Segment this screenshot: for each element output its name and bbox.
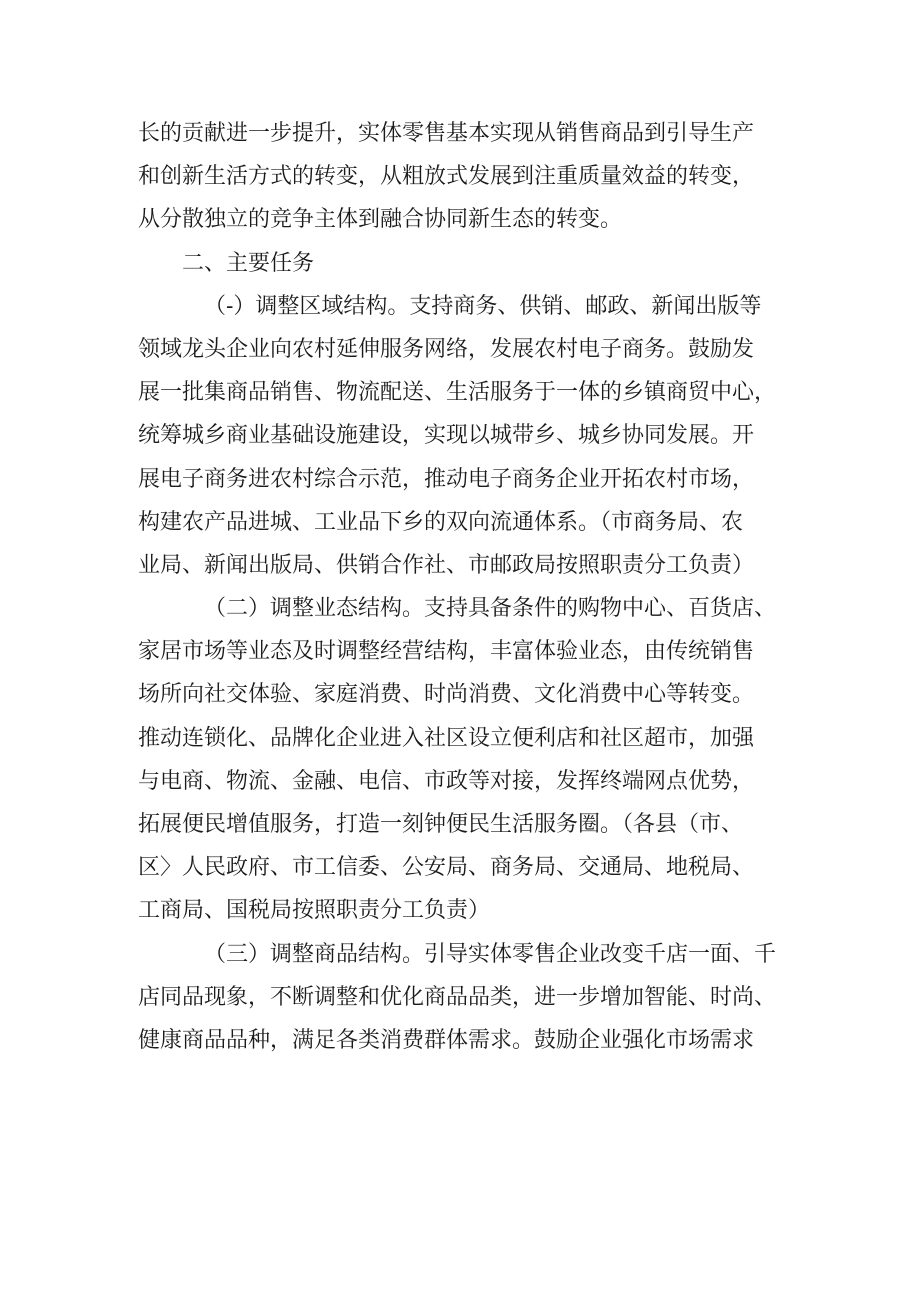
text-line: 领域龙头企业向农村延伸服务网络，发展农村电子商务。鼓励发	[138, 336, 755, 362]
text-line: 健康商品品种，满足各类消费群体需求。鼓励企业强化市场需求	[138, 1027, 755, 1053]
text-line: 区〉人民政府、市工信委、公安局、商务局、交通局、地税局、	[138, 855, 755, 881]
section-heading: 二、主要任务	[182, 250, 315, 276]
text-line: 拓展便民增值服务，打造一刻钟便民生活服务圈。（各县（市、	[138, 812, 744, 837]
text-line: （二）调整业态结构。支持具备条件的购物中心、百货店、	[204, 596, 777, 622]
text-line: 与电商、物流、金融、电信、市政等对接，发挥终端网点优势，	[138, 768, 755, 794]
text-line: 工商局、国税局按照职责分工负责）	[138, 898, 491, 924]
text-line: 构建农产品进城、工业品下乡的双向流通体系。（市商务局、农	[138, 509, 744, 535]
text-line: 展电子商务进农村综合示范，推动电子商务企业开拓农村市场，	[138, 466, 755, 492]
text-line: 从分散独立的竞争主体到融合协同新生态的转变。	[138, 207, 623, 233]
body-text	[138, 112, 802, 1062]
text-line: 场所向社交体验、家庭消费、时尚消费、文化消费中心等转变。	[138, 682, 755, 708]
text-line: 业局、新闻出版局、供销合作社、市邮政局按照职责分工负责）	[138, 552, 755, 578]
text-line: 推动连锁化、品牌化企业进入社区设立便利店和社区超市，加强	[138, 725, 755, 751]
text-line: 展一批集商品销售、物流配送、生活服务于一体的乡镇商贸中心，	[138, 380, 777, 406]
text-line: （三）调整商品结构。引导实体零售企业改变千店一面、千	[204, 941, 777, 967]
text-line: 长的贡献进一步提升，实体零售基本实现从销售商品到引导生产	[138, 121, 755, 146]
text-line: （-）调整区域结构。支持商务、供销、邮政、新闻出版等	[204, 293, 762, 319]
text-line: 家居市场等业态及时调整经营结构，丰富体验业态，由传统销售	[138, 639, 755, 665]
text-line: 和创新生活方式的转变，从粗放式发展到注重质量效益的转变，	[138, 164, 755, 190]
text-line: 统筹城乡商业基础设施建设，实现以城带乡、城乡协同发展。开	[138, 423, 755, 449]
text-line: 店同品现象，不断调整和优化商品品类，进一步增加智能、时尚、	[138, 984, 777, 1010]
